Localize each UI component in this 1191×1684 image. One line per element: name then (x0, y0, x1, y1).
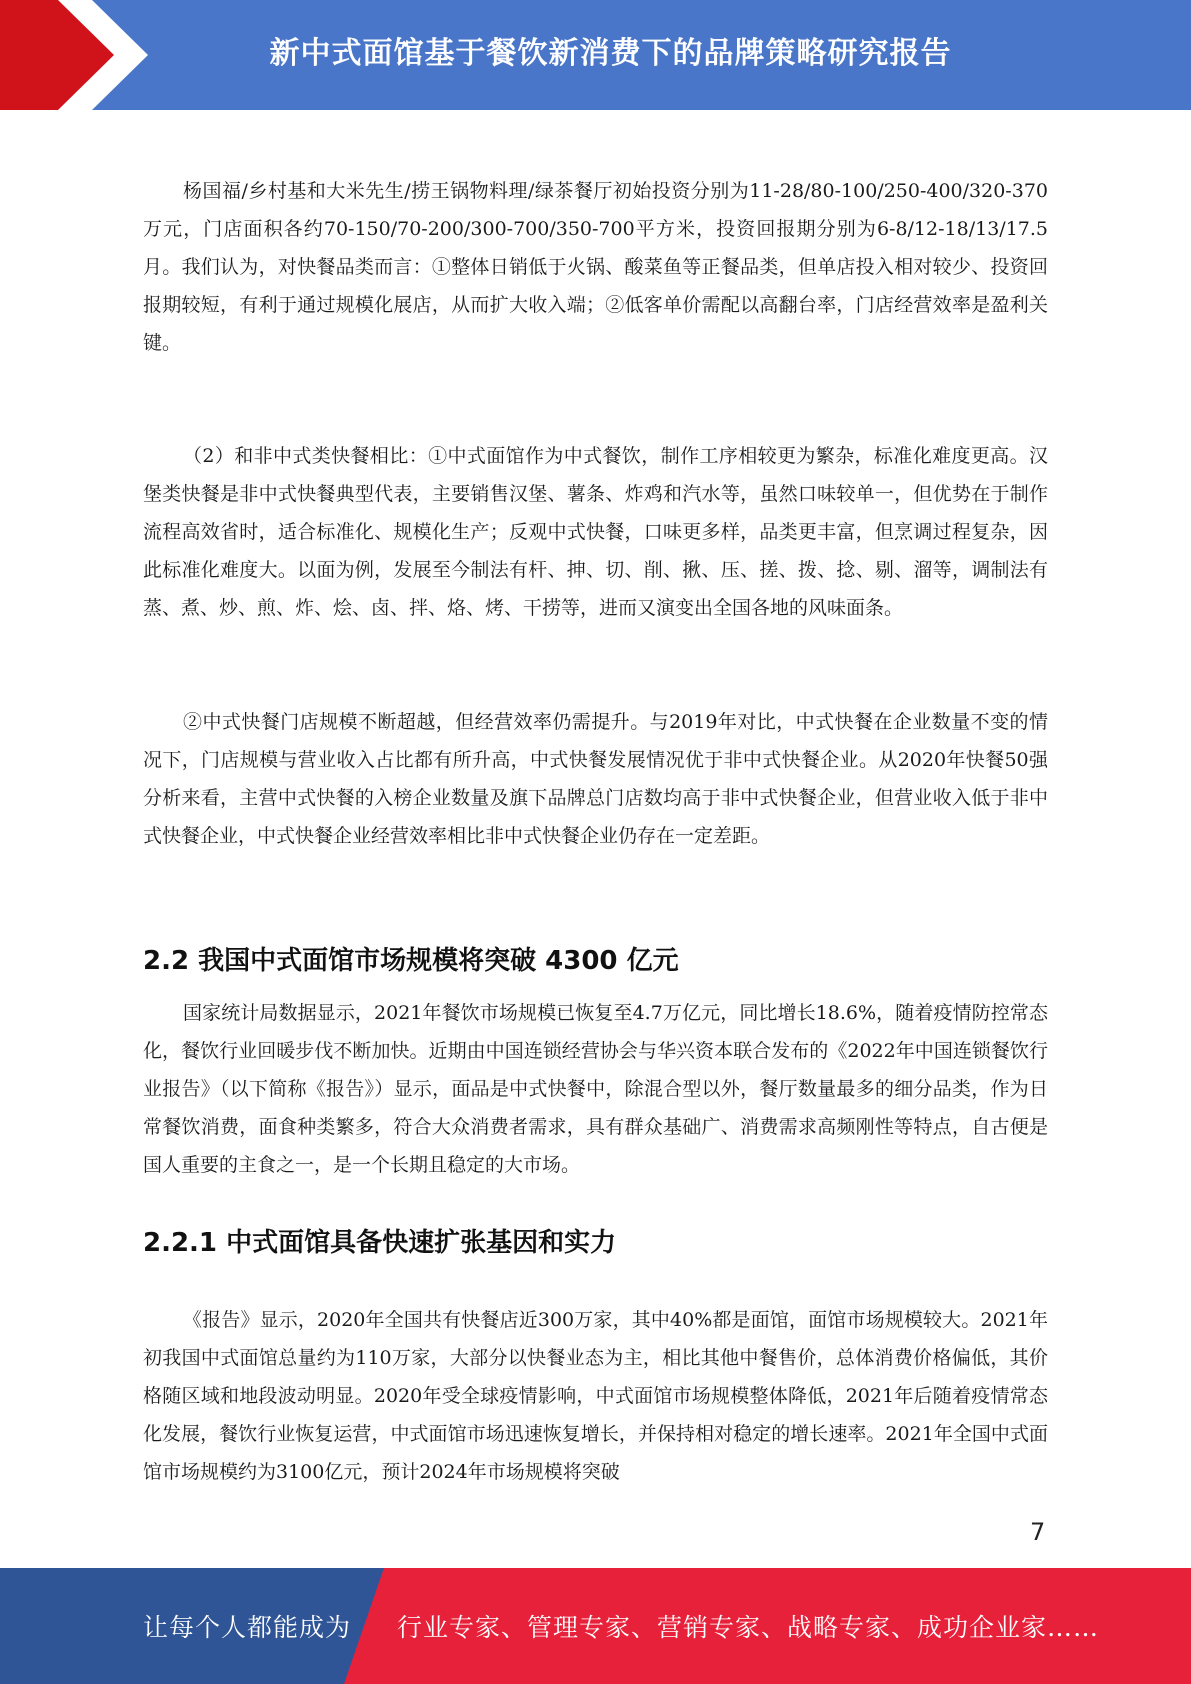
page-number: 7 (1030, 1518, 1046, 1546)
paragraph-comparison: （2）和非中式类快餐相比：①中式面馆作为中式餐饮，制作工序相较更为繁杂，标准化难度更高。汉堡类快餐是非中式快餐典型代表，主要销售汉堡、薯条、炸鸡和汽水等，虽然口味较单一，但优势在于制作流程高效省时，适合标准化、规模化生产；反观中式快餐，口味更多样，品类更丰富，但烹调过程复杂，因此标准化难度大。以面为例，发展至今制法有杆、抻、切、削、揪、压、搓、拨、捻、剔、溜等，调制法有蒸、煮、炒、煎、炸、烩、卤、拌、烙、烤、干捞等，进而又演变出全国各地的风味面条。 (143, 445, 1048, 619)
paragraph-report-stats: 《报告》显示，2020年全国共有快餐店近300万家，其中40%都是面馆，面馆市场规模较大。2021年初我国中式面馆总量约为110万家，大部分以快餐业态为主，相比其他中餐售价，总体消费价格偏低，其价格随区域和地段波动明显。2020年受全球疫情影响，中式面馆市场规模整体降低，2021年后随着疫情常态化发展，餐饮行业恢复运营，中式面馆市场迅速恢复增长，并保持相对稳定的增长速率。2021年全国中式面馆市场规模约为3100亿元，预计2024年市场规模将突破 (143, 1309, 1048, 1483)
page-header (0, 0, 1191, 110)
footer-slogan-left: 让每个人都能成为 (143, 1613, 352, 1642)
footer-slogan-right: 行业专家、管理专家、营销专家、战略专家、成功企业家…… (397, 1613, 1100, 1642)
header-title: 新中式面馆基于餐饮新消费下的品牌策略研究报告 (269, 36, 952, 71)
paragraph-investment: 杨国福/乡村基和大米先生/捞王锅物料理/绿茶餐厅初始投资分别为11-28/80-100/250-400/320-370万元，门店面积各约70-150/70-200/300-700/350-700平方米，投资回报期分别为6-8/12-18/13/17.5月。我们认为，对快餐品类而言：①整体日销低于火锅、酸菜鱼等正餐品类，但单店投入相对较少、投资回报期较短，有利于通过规模化展店，从而扩大收入端；②低客单价需配以高翻台率，门店经营效率是盈利关键。 (143, 180, 1048, 354)
paragraph-store-scale: ②中式快餐门店规模不断超越，但经营效率仍需提升。与2019年对比，中式快餐在企业数量不变的情况下，门店规模与营业收入占比都有所升高，中式快餐发展情况优于非中式快餐企业。从2020年快餐50强分析来看，主营中式快餐的入榜企业数量及旗下品牌总门店数均高于非中式快餐企业，但营业收入低于非中式快餐企业，中式快餐企业经营效率相比非中式快餐企业仍存在一定差距。 (143, 711, 1048, 847)
section-heading-2-2: 2.2 我国中式面馆市场规模将突破 4300 亿元 (143, 946, 679, 976)
page-footer (0, 1568, 1191, 1684)
paragraph-market-size: 国家统计局数据显示，2021年餐饮市场规模已恢复至4.7万亿元，同比增长18.6%，随着疫情防控常态化，餐饮行业回暖步伐不断加快。近期由中国连锁经营协会与华兴资本联合发布的《2022年中国连锁餐饮行业报告》（以下简称《报告》）显示，面品是中式快餐中，除混合型以外，餐厅数量最多的细分品类，作为日常餐饮消费，面食种类繁多，符合大众消费者需求，具有群众基础广、消费需求高频刚性等特点，自古便是国人重要的主食之一，是一个长期且稳定的大市场。 (143, 1002, 1048, 1176)
section-heading-2-2-1: 2.2.1 中式面馆具备快速扩张基因和实力 (143, 1228, 617, 1258)
